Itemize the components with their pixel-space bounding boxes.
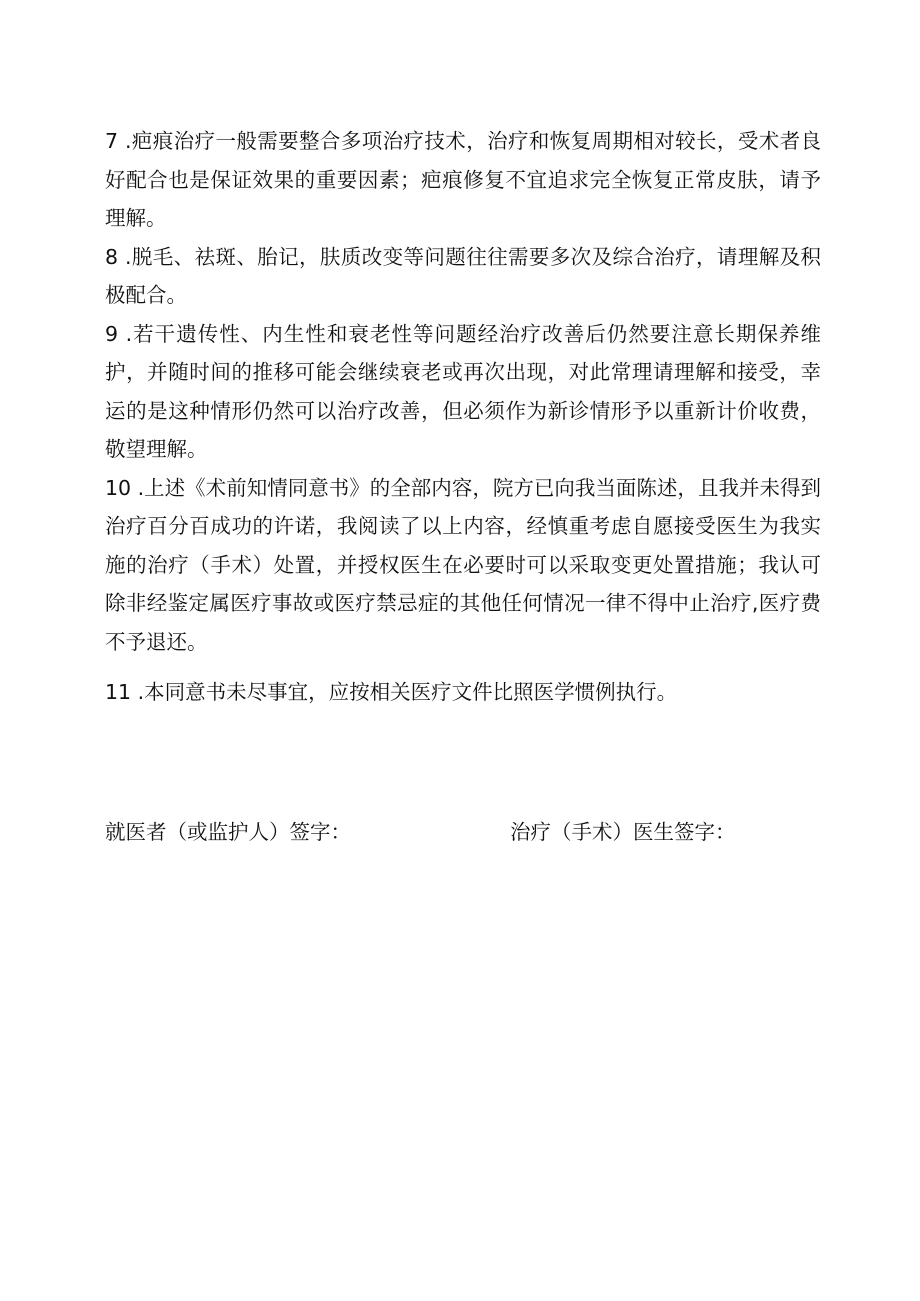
clause-number: 9 . <box>105 321 133 346</box>
clause-text: 脱毛、祛斑、胎记，肤质改变等问题往往需要多次及综合治疗，请理解及积极配合。 <box>105 244 822 307</box>
clause-number: 10 . <box>105 475 145 500</box>
clause-text: 上述《术前知情同意书》的全部内容，院方已向我当面陈述，且我并未得到治疗百分百成功的许诺，我阅读了以上内容，经慎重考虑自愿接受医生为我实施的治疗（手术）处置，并授权医生在必要时可以采取变更处置措施；我认可除非经鉴定属医疗事故或医疗禁忌症的其他任何情况一律不得中止治疗,医疗费不予退还。 <box>105 475 822 654</box>
clause-number: 11 . <box>105 680 145 704</box>
doctor-signature-label: 治疗（手术）医生签字： <box>510 820 736 844</box>
clause-10 <box>105 469 821 662</box>
clause-text: 疤痕治疗一般需要整合多项治疗技术，治疗和恢复周期相对较长，受术者良好配合也是保证效果的重要因素；疤痕修复不宜追求完全恢复正常皮肤，请予理解。 <box>105 129 822 230</box>
patient-signature-label: 就医者（或监护人）签字： <box>105 820 351 844</box>
clause-7 <box>105 122 821 238</box>
consent-clauses <box>105 122 821 712</box>
signature-section <box>105 814 821 850</box>
clause-8 <box>105 238 821 315</box>
clause-text: 若干遗传性、内生性和衰老性等问题经治疗改善后仍然要注意长期保养维护，并随时间的推移可能会继续衰老或再次出现，对此常理请理解和接受，幸运的是这种情形仍然可以治疗改善，但必须作为新诊情形予以重新计价收费，敬望理解。 <box>105 321 822 461</box>
clause-9 <box>105 315 821 469</box>
clause-text: 本同意书未尽事宜，应按相关医疗文件比照医学惯例执行。 <box>144 680 678 704</box>
clause-11 <box>105 673 821 712</box>
clause-number: 7 . <box>105 129 132 153</box>
clause-number: 8 . <box>105 244 132 269</box>
